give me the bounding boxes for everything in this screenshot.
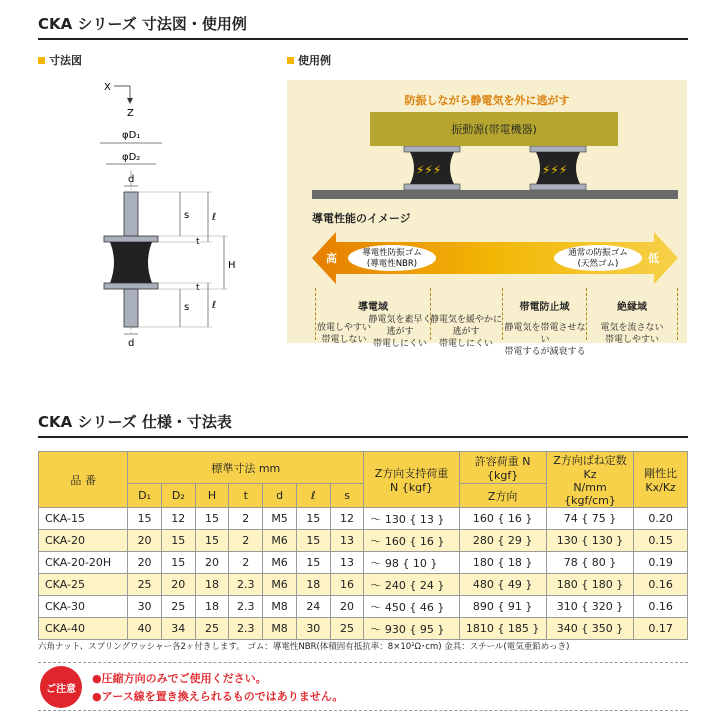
s-top-label: s: [184, 210, 190, 221]
bubble-right-1: 通常の防振ゴム: [568, 248, 628, 258]
low-label: 低: [648, 252, 659, 265]
table-row: [39, 574, 688, 596]
ground-plate: [312, 190, 678, 199]
table-cell: 15: [296, 530, 330, 552]
table-cell: ～ 98 { 10 }: [364, 552, 459, 574]
col-header-allow: 許容荷重 N {kgf}: [459, 452, 546, 484]
table-cell: 2: [229, 552, 263, 574]
table-cell: 13: [330, 552, 364, 574]
note-5: 電気を流さない 帯電しやすい: [600, 323, 664, 345]
table-cell: 16: [330, 574, 364, 596]
table-cell: 25: [161, 596, 195, 618]
table-row: [39, 618, 688, 640]
table-cell: 15: [128, 508, 162, 530]
table-cell: 180 { 180 }: [546, 574, 634, 596]
caution-line-2: ●アース線を置き換えられるものではありません。: [92, 690, 344, 703]
table-cell: 2.3: [229, 574, 263, 596]
table-cell: 18: [296, 574, 330, 596]
spec-table: [38, 451, 688, 640]
bubble-left-2: (導電性NBR): [366, 259, 418, 269]
table-cell: 20: [128, 552, 162, 574]
d1-label: φD₁: [122, 130, 141, 141]
zone-conductive: 導電域: [358, 302, 388, 313]
note-1: 放電しやすい 帯電しない: [316, 323, 371, 345]
table-cell: 12: [330, 508, 364, 530]
table-cell: CKA-25: [39, 574, 128, 596]
table-cell: CKA-20: [39, 530, 128, 552]
image-title: 導電性能のイメージ: [312, 212, 411, 225]
table-cell: ～ 450 { 46 }: [364, 596, 459, 618]
col-header-zload: Z方向支持荷重 N {kgf}: [364, 452, 459, 508]
table-cell: 20: [128, 530, 162, 552]
col-l: ℓ: [296, 484, 330, 508]
table-cell: M5: [263, 508, 297, 530]
table-cell: 20: [330, 596, 364, 618]
table-cell: 0.15: [634, 530, 688, 552]
table-cell: M6: [263, 574, 297, 596]
conductivity-arrow: [312, 230, 678, 286]
col-header-std: 標準寸法 mm: [128, 452, 364, 484]
table-cell: 15: [195, 508, 229, 530]
col-h: H: [195, 484, 229, 508]
dimension-drawing: [90, 72, 270, 352]
table-cell: 18: [195, 574, 229, 596]
table-cell: 15: [161, 552, 195, 574]
table-cell: CKA-40: [39, 618, 128, 640]
caution-badge: ご注意: [40, 666, 82, 708]
t-top-label: t: [196, 237, 200, 247]
table-cell: 0.19: [634, 552, 688, 574]
table-cell: 2: [229, 508, 263, 530]
zone-insulating: 絶縁域: [617, 302, 647, 313]
table-cell: 0.16: [634, 596, 688, 618]
table-cell: 78 { 80 }: [546, 552, 634, 574]
col-d: d: [263, 484, 297, 508]
bubble-right-2: (天然ゴム): [577, 259, 619, 269]
square-bullet-icon: [287, 57, 294, 64]
d2-label: φD₂: [122, 152, 141, 163]
col-s: s: [330, 484, 364, 508]
table-cell: 18: [195, 596, 229, 618]
t-bot-label: t: [196, 283, 200, 293]
table-cell: 160 { 16 }: [459, 508, 546, 530]
table-cell: 24: [296, 596, 330, 618]
table-cell: 0.16: [634, 574, 688, 596]
vibration-source: 振動源(帯電機器): [370, 112, 618, 146]
col-d1: D₁: [128, 484, 162, 508]
table-cell: CKA-20-20H: [39, 552, 128, 574]
lightning-icon: ⚡⚡⚡: [416, 163, 442, 177]
table-cell: 340 { 350 }: [546, 618, 634, 640]
table-cell: 20: [195, 552, 229, 574]
table-cell: 310 { 320 }: [546, 596, 634, 618]
caution-line-1: ●圧縮方向のみでご使用ください。: [92, 672, 267, 685]
table-cell: M6: [263, 530, 297, 552]
table-cell: 20: [161, 574, 195, 596]
mounts-illustration: [400, 146, 590, 191]
table-cell: 890 { 91 }: [459, 596, 546, 618]
table-cell: 2.3: [229, 618, 263, 640]
section-rule: [38, 436, 688, 438]
col-t: t: [229, 484, 263, 508]
table-cell: 15: [195, 530, 229, 552]
axis-x-label: X: [104, 82, 111, 93]
zone-antistatic: 帯電防止域: [519, 302, 570, 313]
table-cell: CKA-30: [39, 596, 128, 618]
table-cell: 180 { 18 }: [459, 552, 546, 574]
table-cell: 480 { 49 }: [459, 574, 546, 596]
table-cell: CKA-15: [39, 508, 128, 530]
d-top-label: d: [128, 174, 135, 185]
table-row: [39, 552, 688, 574]
footnote: 六角ナット、スプリングワッシャー各2ヶ付きします。 ゴム：導電性NBR(体積固有抵抗率：8×10²Ω･cm) 金具：スチール(電気亜鉛めっき): [38, 642, 570, 652]
col-header-name: 品 番: [39, 452, 128, 508]
note-4: 静電気を帯電させない 帯電するが減衰する: [504, 323, 586, 357]
table-row: [39, 596, 688, 618]
col-header-ratio: 剛性比 Kx/Kz: [634, 452, 688, 508]
table-cell: 280 { 29 }: [459, 530, 546, 552]
table-cell: 15: [161, 530, 195, 552]
table-row: [39, 508, 688, 530]
table-cell: 25: [128, 574, 162, 596]
table-cell: 34: [161, 618, 195, 640]
dimension-label: 寸法図: [38, 52, 82, 68]
table-cell: 40: [128, 618, 162, 640]
table-cell: ～ 130 { 13 }: [364, 508, 459, 530]
table-cell: M6: [263, 552, 297, 574]
table-cell: 1810 { 185 }: [459, 618, 546, 640]
table-cell: ～ 240 { 24 }: [364, 574, 459, 596]
table-cell: 25: [330, 618, 364, 640]
table-cell: 0.17: [634, 618, 688, 640]
table-cell: 30: [296, 618, 330, 640]
high-label: 高: [326, 252, 337, 265]
note-2: 静電気を素早く 逃がす 帯電しにくい: [368, 315, 432, 349]
col-d2: D₂: [161, 484, 195, 508]
table-cell: M8: [263, 618, 297, 640]
table-cell: 15: [296, 552, 330, 574]
table-cell: 15: [296, 508, 330, 530]
table-cell: 30: [128, 596, 162, 618]
l-bot-label: ℓ: [212, 300, 217, 311]
table-cell: 25: [195, 618, 229, 640]
note-3: 静電気を緩やかに 逃がす 帯電しにくい: [430, 315, 503, 349]
bubble-left-1: 導電性防振ゴム: [362, 248, 422, 258]
s-bot-label: s: [184, 302, 190, 313]
usage-label: 使用例: [287, 52, 331, 68]
d-bot-label: d: [128, 338, 135, 349]
table-cell: 12: [161, 508, 195, 530]
table-cell: 2.3: [229, 596, 263, 618]
table-cell: M8: [263, 596, 297, 618]
section-title-spec: CKA シリーズ 仕様・寸法表: [38, 413, 232, 431]
table-cell: 74 { 75 }: [546, 508, 634, 530]
table-cell: 2: [229, 530, 263, 552]
table-cell: 13: [330, 530, 364, 552]
table-cell: ～ 160 { 16 }: [364, 530, 459, 552]
col-header-spring: Z方向ばね定数 Kz N/mm {kgf/cm}: [546, 452, 634, 508]
usage-headline: 防振しながら静電気を外に逃がす: [404, 94, 570, 107]
table-row: [39, 530, 688, 552]
h-label: H: [228, 260, 236, 271]
section-title-drawing: CKA シリーズ 寸法図・使用例: [38, 15, 247, 33]
table-cell: ～ 930 { 95 }: [364, 618, 459, 640]
col-allow-z: Z方向: [459, 484, 546, 508]
l-top-label: ℓ: [212, 212, 217, 223]
square-bullet-icon: [38, 57, 45, 64]
axis-z-label: Z: [127, 108, 134, 119]
table-cell: 0.20: [634, 508, 688, 530]
lightning-icon: ⚡⚡⚡: [542, 163, 568, 177]
table-cell: 130 { 130 }: [546, 530, 634, 552]
section-rule: [38, 38, 688, 40]
